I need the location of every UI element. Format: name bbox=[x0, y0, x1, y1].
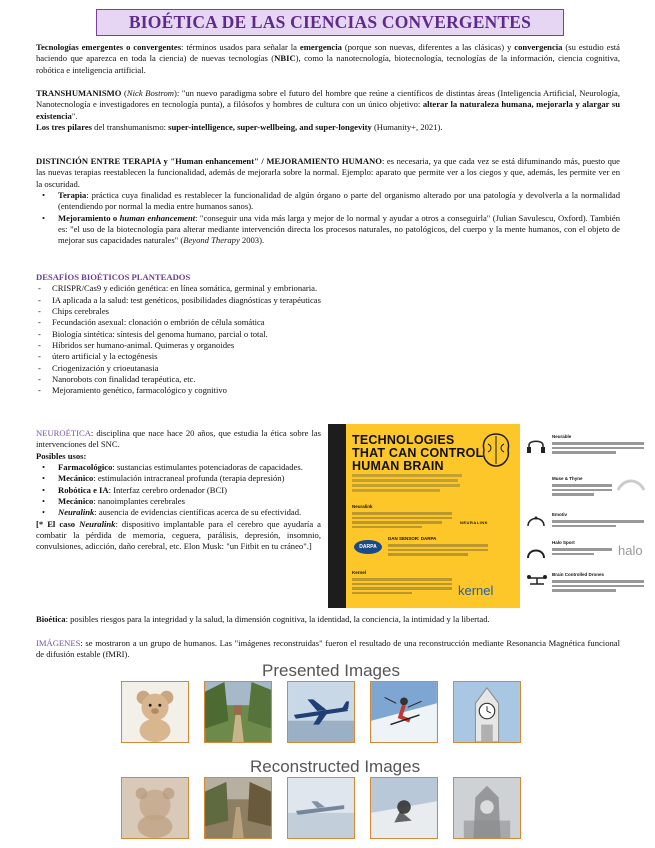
text-span: : "un nuevo paradigma sobre el futuro del hombre que reúne a científicos de distintas áreas (Inteligencia Artificial, Neurología, Nanotecnología e investigadores en tecnología punta), a filósofos y hombres de cultura con un único objetivo: bbox=[36, 88, 621, 110]
reconstructed-images-title: Reconstructed Images bbox=[250, 757, 421, 776]
teddy-bear-icon bbox=[122, 682, 188, 742]
halo-logo: halo bbox=[618, 543, 643, 558]
presented-image-clock-tower bbox=[453, 681, 521, 743]
usos-list bbox=[36, 462, 321, 519]
skier-icon bbox=[371, 682, 437, 742]
terapia-label: Terapia bbox=[58, 190, 87, 201]
list-item: - Nanorobots con finalidad terapéutica, etc. bbox=[36, 374, 620, 385]
airplane-icon bbox=[288, 682, 354, 742]
poster-intro-text bbox=[352, 474, 462, 500]
poster-label-drones: Brain Controlled Drones bbox=[552, 572, 605, 577]
list-item: - IA aplicada a la salud: test genéticos, posibilidades diagnósticas y terapéuticas bbox=[36, 295, 620, 306]
imagenes-paragraph bbox=[36, 638, 620, 661]
poster-label-neuralink: Neuralink bbox=[352, 504, 373, 509]
list-item bbox=[36, 507, 321, 518]
poster-left-bar bbox=[328, 424, 346, 608]
poster-label-muse: Muse & Thyne bbox=[552, 476, 583, 481]
poster-neurable-text bbox=[552, 442, 644, 460]
uso-label: Mecánico bbox=[58, 496, 94, 507]
title-banner bbox=[96, 9, 564, 36]
headband-icon bbox=[616, 478, 646, 494]
presented-images-title: Presented Images bbox=[262, 661, 400, 680]
distincion-paragraph bbox=[36, 156, 620, 247]
text-span: (su estudio está haciendo que aparezca en toda la ciencia) de nuevas tecnologías ( bbox=[36, 42, 620, 64]
text-span: (porque son nuevas, diferentes a las clásicas) y bbox=[341, 42, 515, 52]
bioetica-paragraph bbox=[36, 614, 636, 625]
poster-label-kernel: Kernel bbox=[352, 570, 367, 575]
poster-label-neurable: Neurable bbox=[552, 434, 572, 439]
list-item: - Biología sintética: síntesis del genoma humano, parcial o total. bbox=[36, 329, 620, 340]
caso-label: [* El caso bbox=[36, 518, 80, 529]
list-item bbox=[36, 190, 620, 213]
presented-image-teddy-bear bbox=[121, 681, 189, 743]
poster-label-darpa: DAN SENSOR: DARPA bbox=[388, 536, 437, 541]
brain-icon bbox=[478, 430, 514, 472]
poster-title bbox=[352, 434, 492, 473]
poster-halo-text bbox=[552, 548, 612, 562]
text-span: : Interfaz cerebro ordenador (BCI) bbox=[108, 484, 227, 495]
eeg-cap-icon bbox=[526, 514, 546, 530]
text-span: : sustancias estimulantes potenciadoras de capacidades. bbox=[112, 462, 303, 473]
text-span: : práctica cuya finalidad es restablecer la funcionalidad de algún órgano o parte del organismo alterado por una patología y devolverla a la normalidad (entendiendo por normal la media entre humanos sanos). bbox=[58, 190, 620, 212]
desafios-section bbox=[36, 272, 620, 397]
drone-icon bbox=[526, 574, 548, 590]
pilares-list: super-intelligence, super-wellbeing, and super-longevity bbox=[168, 122, 372, 133]
uso-label: Neuralink bbox=[58, 507, 95, 518]
reconstructed-airplane-icon bbox=[288, 778, 354, 838]
mejora-label: Mejoramiento o bbox=[58, 212, 120, 223]
poster-emotiv-text bbox=[552, 520, 644, 534]
reconstructed-bear-icon bbox=[122, 778, 188, 838]
transhumanismo-goal: alterar la naturaleza humana, mejorarla y alargar su existencia bbox=[36, 99, 620, 121]
distincion-label: DISTINCIÓN ENTRE TERAPIA y "Human enhancement" / MEJORAMIENTO HUMANO bbox=[36, 156, 382, 166]
reconstructed-image-clock-tower bbox=[453, 777, 521, 839]
usos-label: Posibles usos: bbox=[36, 450, 87, 461]
caso-neuralink: Neuralink bbox=[79, 518, 116, 529]
source-title: Beyond Therapy bbox=[183, 235, 240, 246]
list-item: - CRISPR/Cas9 y edición genética: en línea somática, germinal y embrionaria. bbox=[36, 283, 620, 294]
darpa-logo: DARPA bbox=[354, 540, 382, 554]
garden-path-icon bbox=[205, 682, 271, 742]
list-item: - útero artificial y la ectogénesis bbox=[36, 351, 620, 362]
list-item bbox=[36, 485, 321, 496]
list-item bbox=[36, 213, 620, 247]
poster-right-panel bbox=[520, 424, 650, 608]
text-span: ". bbox=[71, 110, 78, 121]
text-span: : "conseguir una vida más larga y mejor de lo normal y ayudar a otros a conseguirla" (Julian Savulescu, Oxford). También es: "el uso de la biotecnología para alterar mediante intervención directa los procesos naturales, no patológicos, del cuerpo y la mente humanos, con el objeto de mejorar sus capacidades naturales" ( bbox=[58, 212, 620, 246]
uso-label: Farmacológico bbox=[58, 462, 113, 473]
list-item: - Mejoramiento genético, farmacológico y cognitivo bbox=[36, 385, 620, 396]
poster-neuralink-text bbox=[352, 512, 452, 532]
text-span: : posibles riesgos para la integridad y la salud, la dimensión cognitiva, la identidad, la conciencia, la intimidad y la libertad. bbox=[65, 614, 490, 624]
author-bostrom: Nick Bostrom bbox=[126, 88, 174, 98]
reconstructed-image-skier bbox=[370, 777, 438, 839]
imagenes-label: IMÁGENES bbox=[36, 638, 81, 648]
neuroetica-label: NEUROÉTICA bbox=[36, 428, 91, 438]
text-span: del transhumanismo: bbox=[92, 122, 169, 133]
poster-title-line: TECHNOLOGIES bbox=[352, 433, 455, 447]
presented-image-garden-path bbox=[204, 681, 272, 743]
presented-image-skier bbox=[370, 681, 438, 743]
term-convergencia: convergencia bbox=[514, 42, 563, 52]
poster-title-line: THAT CAN CONTROL bbox=[352, 446, 484, 461]
poster-muse-text bbox=[552, 484, 612, 502]
uso-label: Mecánico bbox=[58, 473, 94, 484]
text-span: : estimulación intracraneal profunda (terapia depresión) bbox=[93, 473, 285, 484]
list-item bbox=[36, 462, 321, 473]
clock-tower-icon bbox=[454, 682, 520, 742]
text-span: : se mostraron a un grupo de humanos. Las "imágenes reconstruidas" fueron el resultado de una reconstrucción mediante Resonancia Magnética funcional de difusión estable (fMRI). bbox=[36, 638, 620, 660]
text-span: : nanoimplantes cerebrales bbox=[93, 496, 185, 507]
list-item: - Chips cerebrales bbox=[36, 306, 620, 317]
neuralink-logo: NEURALINK bbox=[460, 520, 489, 525]
poster-label-emotiv: Emotiv bbox=[552, 512, 568, 517]
list-item: - Híbridos ser humano-animal. Quimeras y organoides bbox=[36, 340, 620, 351]
reconstructed-image-airplane bbox=[287, 777, 355, 839]
term-emergencia: emergencia bbox=[299, 42, 342, 52]
reconstructed-image-teddy-bear bbox=[121, 777, 189, 839]
technologies-poster-image bbox=[328, 424, 650, 608]
text-span: : disciplina que nace hace 20 años, que estudia la ética sobre las intervenciones del SNC. bbox=[36, 428, 321, 450]
reconstructed-skier-icon bbox=[371, 778, 437, 838]
transhumanismo-paragraph: TRANSHUMANISMO (Nick Bostrom): "un nuevo paradigma sobre el futuro del hombre que reúne a científicos de distintas áreas (Inteligencia Artificial, Neurología, Nanotecnología e investigadores en tecnología punta), a filósofos y hombres de cultura con un único objetivo: alterar la naturaleza humana, mejorarla y alargar su existencia". Los tres pilares del transhumanismo: super-intelligence, super-wellbeing, and super-longevity (Humanity+, 2021). bbox=[36, 88, 621, 133]
list-item bbox=[36, 473, 321, 484]
uso-label: Robótica e IA bbox=[58, 484, 109, 495]
text-span: 2003). bbox=[239, 235, 265, 246]
transhumanismo-label: TRANSHUMANISMO bbox=[36, 88, 122, 98]
text-span: : es necesaria, ya que cada vez se está difuminando más, puesto que las nuevas terapias reestablecen la funcionalidad, además de mejorarla sobre la normal. Ejemplo: aparato que permite ver a los ciegos y que, además, les permite ver en la oscuridad. bbox=[36, 156, 620, 189]
text-span: : ausencia de evidencias científicas acerca de su efectividad. bbox=[94, 507, 302, 518]
text-span: ), como la nanotecnología, biotecnología, tecnologías de la información, ciencia cognitiva, robótica e inteligencia artificial. bbox=[36, 53, 620, 75]
desafios-heading: DESAFÍOS BIOÉTICOS PLANTEADOS bbox=[36, 272, 191, 282]
reconstructed-garden-icon bbox=[205, 778, 271, 838]
mejora-label-italic: human enhancement bbox=[119, 212, 196, 223]
text-span: (Humanity+, 2021). bbox=[371, 122, 443, 133]
text-span: : términos usados para señalar la bbox=[181, 42, 300, 52]
list-item: - Fecundación asexual: clonación o embrión de célula somática bbox=[36, 317, 620, 328]
poster-darpa-text bbox=[388, 544, 488, 564]
poster-title-line: HUMAN BRAIN bbox=[352, 459, 444, 474]
reconstructed-tower-icon bbox=[454, 778, 520, 838]
term-tecnologias: Tecnologías emergentes o convergentes bbox=[36, 42, 182, 52]
page-title: BIOÉTICA DE LAS CIENCIAS CONVERGENTES bbox=[128, 11, 532, 32]
reconstructed-image-garden-path bbox=[204, 777, 272, 839]
poster-label-halo: Halo Sport bbox=[552, 540, 575, 545]
desafios-list bbox=[36, 283, 620, 396]
poster-drones-text bbox=[552, 580, 644, 598]
bioetica-label: Bioética bbox=[36, 614, 66, 624]
pilares-label: Los tres pilares bbox=[36, 122, 93, 133]
headset-icon bbox=[526, 544, 546, 560]
term-nbic: NBIC bbox=[274, 53, 296, 64]
distincion-list bbox=[36, 190, 620, 247]
list-item bbox=[36, 496, 321, 507]
neuroetica-section bbox=[36, 428, 321, 553]
text-span: : dispositivo implantable para el cerebro que ayudaría a combatir la pérdida de memoria, ceguera, parálisis, depresión, insomnio, convulsiones, adicción, daño cerebral, etc. Elon Musk: "un Fitbit en tu cráneo".] bbox=[36, 518, 321, 552]
presented-image-airplane bbox=[287, 681, 355, 743]
list-item: - Criogenización y crioeutanasia bbox=[36, 363, 620, 374]
poster-kernel-text bbox=[352, 578, 452, 600]
intro-paragraph bbox=[36, 42, 620, 76]
headphones-icon bbox=[526, 436, 546, 454]
kernel-logo: kernel bbox=[458, 583, 494, 598]
